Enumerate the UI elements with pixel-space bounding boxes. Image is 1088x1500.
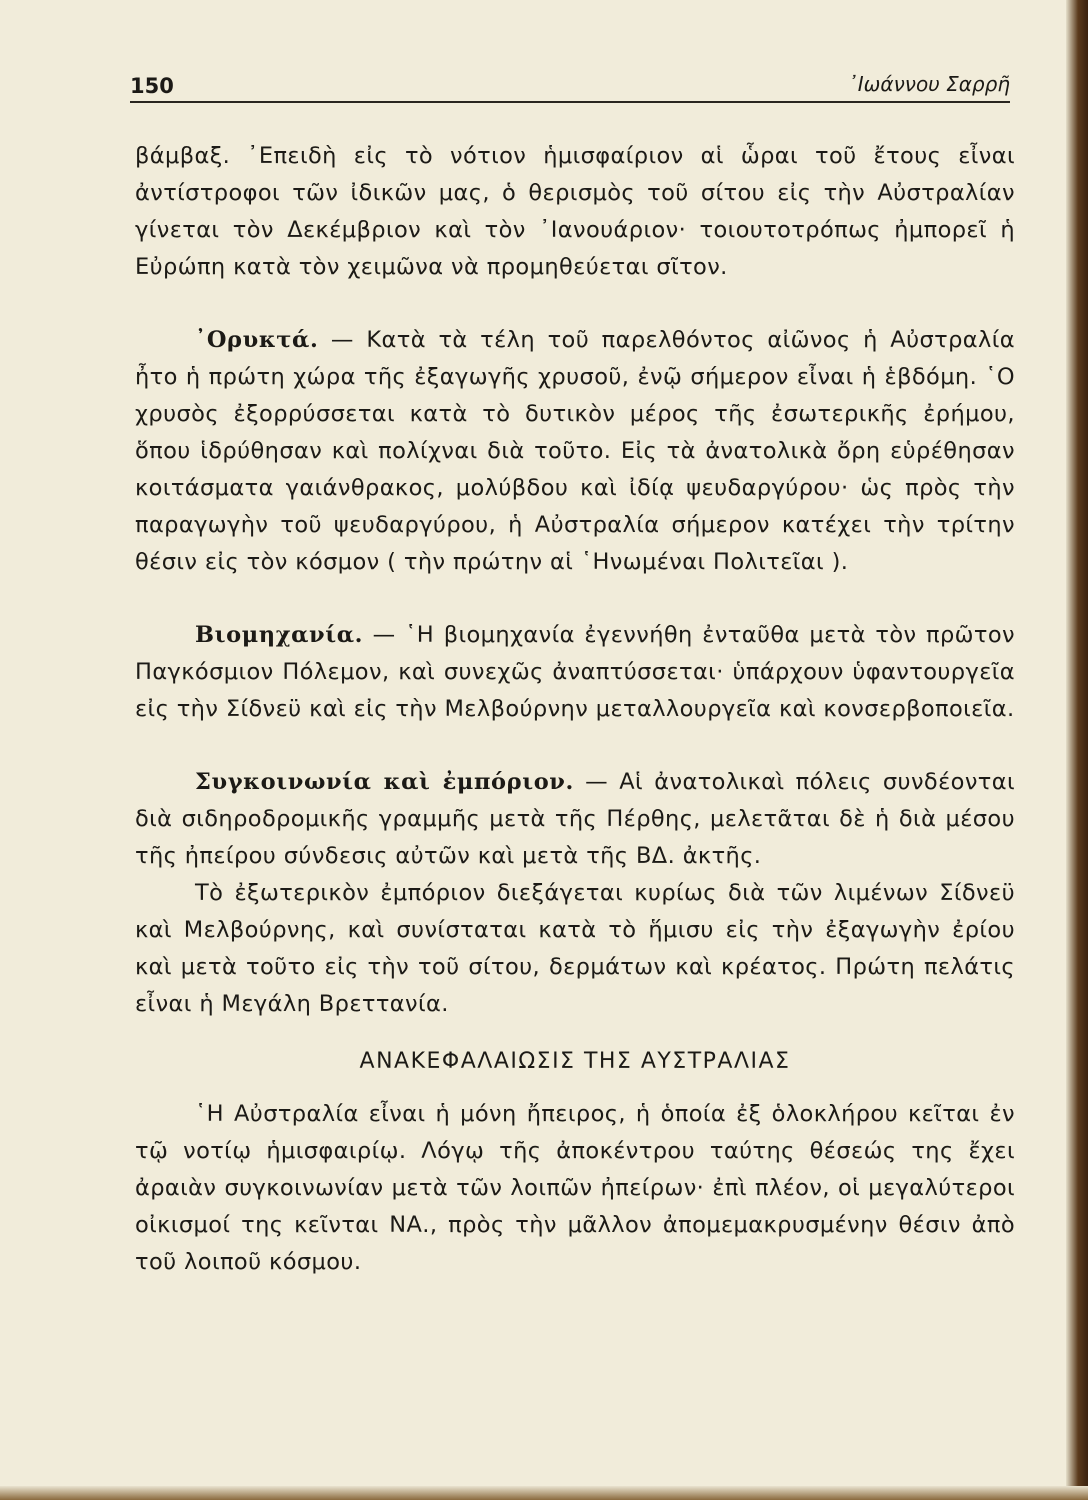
paragraph-gap <box>135 728 1015 764</box>
section-title-industry: Βιομηχανία. <box>195 622 364 648</box>
paragraph-wheat: βάμβαξ. ᾿Επειδὴ εἰς τὸ νότιον ἡμισφαίριον αἱ ὧραι τοῦ ἔτους εἶναι ἀντίστροφοι τῶν ἰδικῶν μας, ὁ θερισμὸς τοῦ σίτου εἰς τὴν Αὐστραλίαν γίνεται τὸν Δεκέμβριον καὶ τὸν ᾿Ιανουάριον· τοιουτοτρόπως ἠμπορεῖ ἡ Εὐρώπη κατὰ τὸν χειμῶνα νὰ προμηθεύεται σῖτον. <box>135 143 1015 280</box>
page-edge-shadow <box>1066 0 1088 1500</box>
summary-heading: ΑΝΑΚΕΦΑΛΑΙΩΣΙΣ ΤΗΣ ΑΥΣΤΡΑΛΙΑΣ <box>359 1049 791 1074</box>
paragraph-summary: ῾Η Αὐστραλία εἶναι ἡ μόνη ἤπειρος, ἡ ὁποία ἐξ ὁλοκλήρου κεῖται ἐν τῷ νοτίῳ ἡμισφαιρίῳ. Λόγῳ τῆς ἀποκέντρου ταύτης θέσεώς της ἔχει ἀραιὰν συγκοινωνίαν μετὰ τῶν λοιπῶν ἠπείρων· ἐπὶ πλέον, οἱ μεγαλύτεροι οἰκισμοί της κεῖνται ΝΑ., πρὸς τὴν μᾶλλον ἀπομεμακρυσμένην θέσιν ἀπὸ τοῦ λοιποῦ κόσμου. <box>135 1101 1015 1275</box>
section-title-communication: Συγκοινωνία καὶ ἐμπόριον. <box>195 769 574 795</box>
section-minerals <box>135 322 1015 581</box>
header-rule <box>130 101 1010 103</box>
section-title-minerals: ᾿Ορυκτά. <box>195 327 319 353</box>
paragraph-trade: Τὸ ἐξωτερικὸν ἐμπόριον διεξάγεται κυρίως διὰ τῶν λιμένων Σίδνεϋ καὶ Μελβούρνης, καὶ συνίσταται κατὰ τὸ ἥμισυ εἰς τὴν ἐξαγωγὴν ἐρίου καὶ μετὰ τοῦτο εἰς τὴν τοῦ σίτου, δερμάτων καὶ κρέατος. Πρώτη πελάτις εἶναι ἡ Μεγάλη Βρεττανία. <box>135 880 1015 1017</box>
paragraph-gap <box>135 286 1015 322</box>
paragraph-gap <box>135 581 1015 617</box>
page-number: 150 <box>130 74 174 98</box>
section-text-industry: — ῾Η βιομηχανία ἐγεννήθη ἐνταῦθα μετὰ τὸν πρῶτον Παγκόσμιον Πόλεμον, καὶ συνεχῶς ἀναπτύσσεται· ὑπάρχουν ὑφαντουργεῖα εἰς τὴν Σίδνεϋ καὶ εἰς τὴν Μελβούρνην μεταλλουργεῖα καὶ κονσερβοποιεῖα. <box>135 622 1015 722</box>
page-header <box>130 72 1010 102</box>
section-text-communication: — Αἱ ἀνατολικαὶ πόλεις συνδέονται διὰ σιδηροδρομικῆς γραμμῆς μετὰ τῆς Πέρθης, μελετᾶται δὲ ἡ διὰ μέσου τῆς ἠπείρου σύνδεσις αὐτῶν καὶ μετὰ τῆς ΒΔ. ἀκτῆς. <box>135 769 1015 869</box>
page-body <box>135 138 1015 1281</box>
section-industry <box>135 617 1015 728</box>
running-head-author: ᾿Ιωάννου Σαρρῆ <box>847 72 1010 96</box>
section-text-minerals: — Κατὰ τὰ τέλη τοῦ παρελθόντος αἰῶνος ἡ Αὐστραλία ἦτο ἡ πρώτη χώρα τῆς ἐξαγωγῆς χρυσοῦ, ἐνῷ σήμερον εἶναι ἡ ἑβδόμη. ῾Ο χρυσὸς ἐξορρύσσεται κατὰ τὸ δυτικὸν μέρος τῆς ἐσωτερικῆς ἐρήμου, ὅπου ἱδρύθησαν καὶ πολίχναι διὰ τοῦτο. Εἰς τὰ ἀνατολικὰ ὄρη εὑρέθησαν κοιτάσματα γαιάνθρακος, μολύβδου καὶ ἰδίᾳ ψευδαργύρου· ὡς πρὸς τὴν παραγωγὴν τοῦ ψευδαργύρου, ἡ Αὐστραλία σήμερον κατέχει τὴν τρίτην θέσιν εἰς τὸν κόσμον ( τὴν πρώτην αἱ ῾Ηνωμέναι Πολιτεῖαι ). <box>135 327 1015 575</box>
section-communication <box>135 764 1015 875</box>
page-bottom-edge <box>0 1486 1088 1500</box>
